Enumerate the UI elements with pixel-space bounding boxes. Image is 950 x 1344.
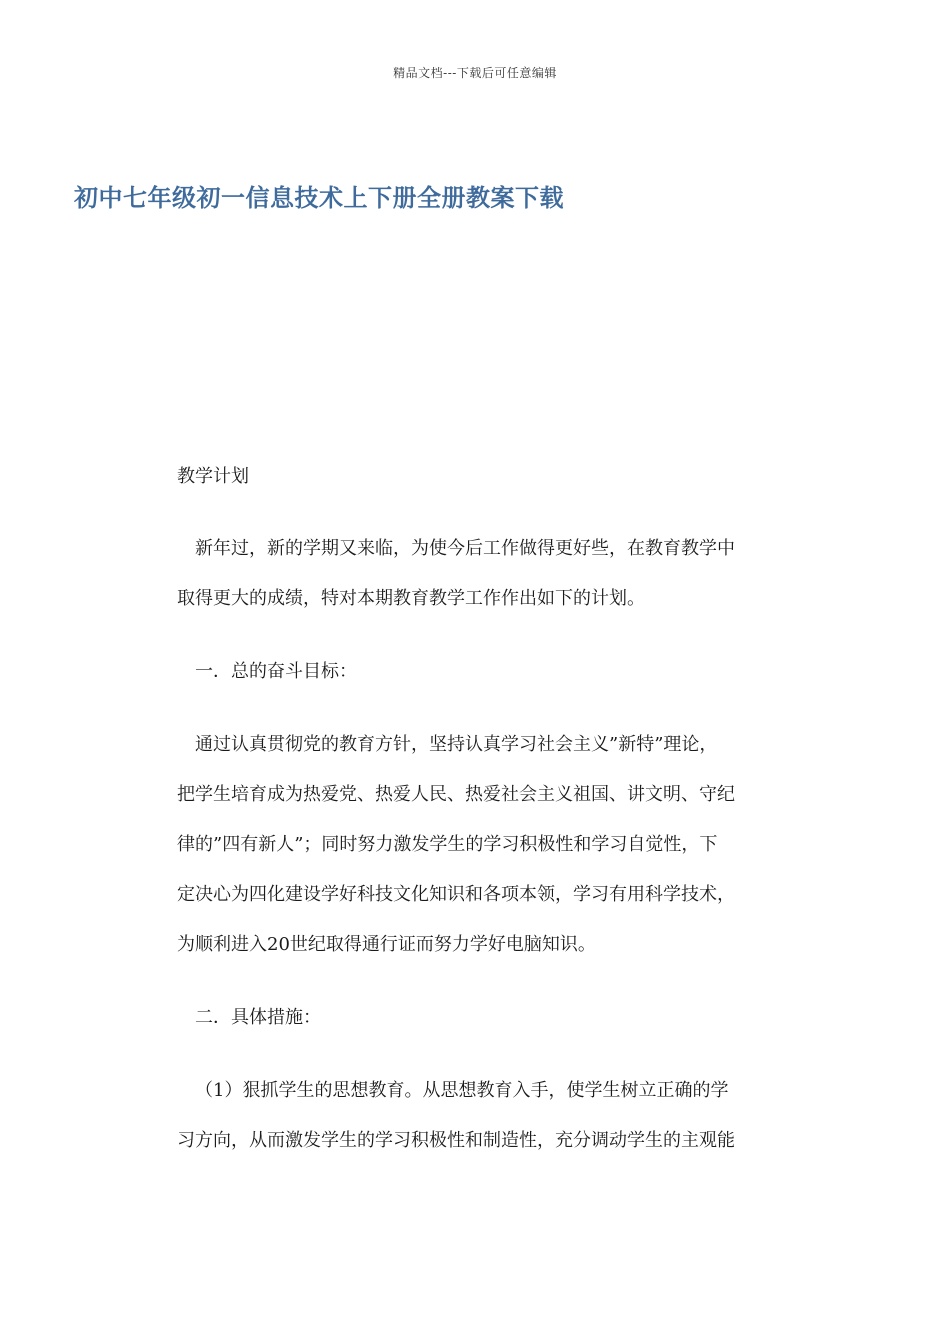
document-title: 初中七年级初一信息技术上下册全册教案下载 xyxy=(74,184,564,212)
goals-paragraph xyxy=(177,729,777,961)
goal-line-4: 定决心为四化建设学好科技文化知识和各项本领，学习有用科学技术， xyxy=(177,884,735,905)
heading-goals: 一．总的奋斗目标： xyxy=(195,661,357,682)
section-heading: 教学计划 xyxy=(177,466,249,487)
intro-paragraph xyxy=(177,533,777,615)
measures-paragraph xyxy=(177,1075,777,1157)
measure-line-2: 习方向，从而激发学生的学习积极性和制造性，充分调动学生的主观能 xyxy=(177,1130,735,1151)
goal-line-5: 为顺利进入20世纪取得通行证而努力学好电脑知识。 xyxy=(177,934,596,955)
document-body xyxy=(177,461,777,1198)
goal-line-3: 律的”四有新人”；同时努力激发学生的学习积极性和学习自觉性，下 xyxy=(177,834,718,855)
goal-line-2: 把学生培育成为热爱党、热爱人民、热爱社会主义祖国、讲文明、守纪 xyxy=(177,784,735,805)
measure-line-1: （1）狠抓学生的思想教育。从思想教育入手，使学生树立正确的学 xyxy=(195,1080,729,1101)
page-header: 精品文档---下载后可任意编辑 xyxy=(393,66,557,80)
heading-measures: 二．具体措施： xyxy=(195,1007,321,1028)
intro-line-1: 新年过，新的学期又来临，为使今后工作做得更好些，在教育教学中 xyxy=(195,538,735,559)
goal-line-1: 通过认真贯彻党的教育方针，坚持认真学习社会主义”新特”理论， xyxy=(195,734,718,755)
intro-line-2: 取得更大的成绩，特对本期教育教学工作作出如下的计划。 xyxy=(177,588,645,609)
